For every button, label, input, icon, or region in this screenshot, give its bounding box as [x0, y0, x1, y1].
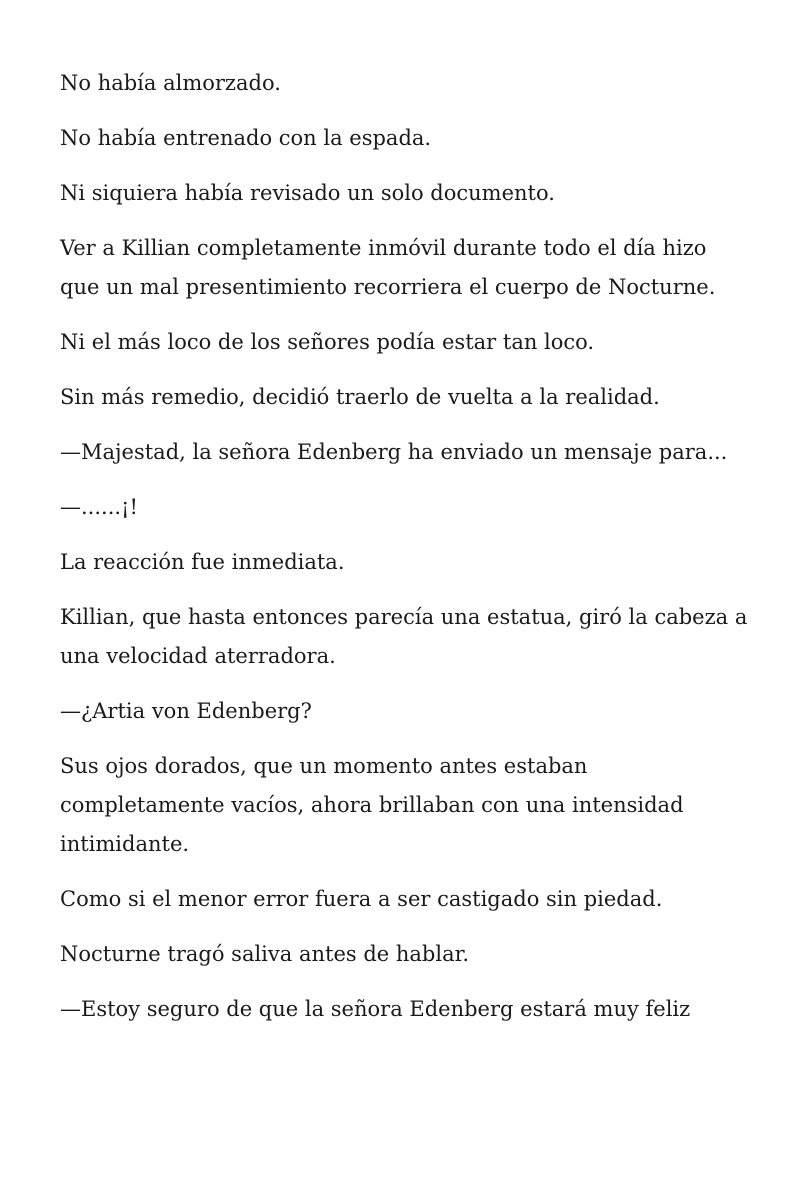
- paragraph: Nocturne tragó saliva antes de hablar.: [60, 942, 469, 966]
- paragraph: Ni el más loco de los señores podía estar tan loco.: [60, 330, 595, 354]
- paragraph: Ver a Killian completamente inmóvil durante todo el día hizo que un mal presentimiento recorriera el cuerpo de Nocturne.: [60, 236, 716, 299]
- dialogue-paragraph: —¿Artia von Edenberg?: [60, 699, 312, 723]
- paragraph: La reacción fue inmediata.: [60, 550, 345, 574]
- dialogue-paragraph: —Majestad, la señora Edenberg ha enviado un mensaje para...: [60, 440, 728, 464]
- paragraph: Killian, que hasta entonces parecía una estatua, giró la cabeza a una velocidad aterradora.: [60, 605, 748, 668]
- paragraph: No había entrenado con la espada.: [60, 126, 432, 150]
- paragraph: Ni siquiera había revisado un solo documento.: [60, 181, 555, 205]
- dialogue-paragraph: —......¡!: [60, 495, 138, 519]
- paragraph: Sin más remedio, decidió traerlo de vuelta a la realidad.: [60, 385, 660, 409]
- paragraph: Como si el menor error fuera a ser castigado sin piedad.: [60, 887, 663, 911]
- reading-page: [60, 64, 750, 1045]
- paragraph: No había almorzado.: [60, 71, 281, 95]
- dialogue-paragraph: —Estoy seguro de que la señora Edenberg estará muy feliz: [60, 997, 691, 1021]
- paragraph: Sus ojos dorados, que un momento antes estaban completamente vacíos, ahora brillaban con una intensidad intimidante.: [60, 754, 684, 856]
